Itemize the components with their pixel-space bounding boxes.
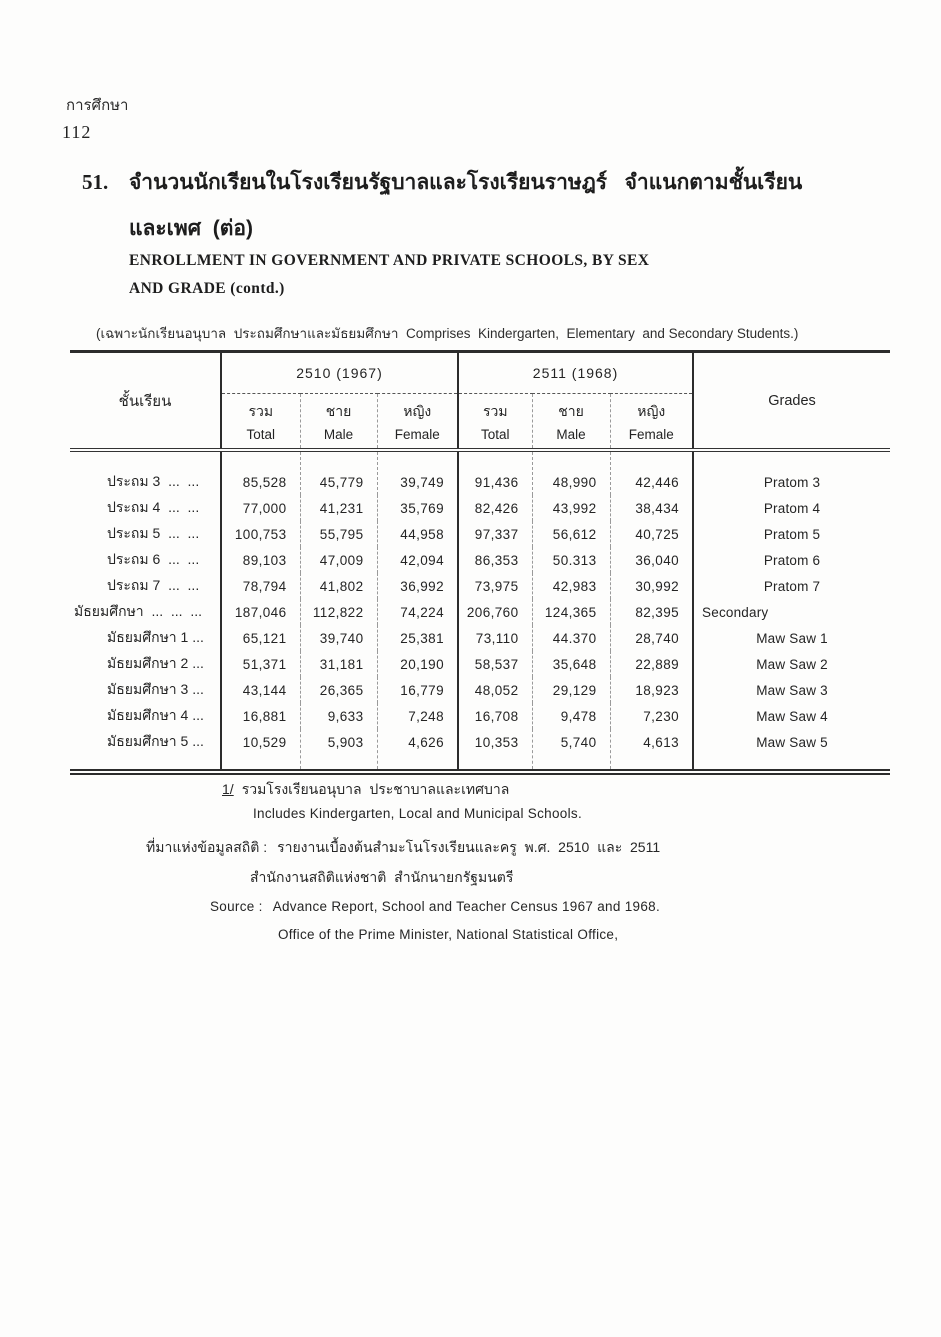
header-total-thai: รวม [248,402,274,419]
header-male-1967 [300,394,377,451]
table-row [70,495,890,521]
cell-male-1967: 41,231 [300,495,377,521]
row-label: ประถม 4 ... ... [70,495,221,521]
source-english-line2: Office of the Prime Minister, National Statistical Office, [278,927,619,942]
cell-total-1967: 89,103 [221,547,300,573]
cell-female-1968: 82,395 [610,599,693,625]
cell-grade: Secondary [702,604,769,620]
row-label: มัธยมศึกษา 5 ... [70,729,221,772]
cell-total-1967: 16,881 [221,703,300,729]
cell-total-1968: 82,426 [458,495,532,521]
header-male-1968 [532,394,610,451]
source-thai-line2: สำนักงานสถิติแห่งชาติ สำนักนายกรัฐมนตรี [250,869,514,885]
cell-grade: Pratom 4 [763,500,821,516]
cell-grade: Pratom 6 [763,552,821,568]
column-header-class: ชั้นเรียน [70,352,221,451]
cell-total-1967: 77,000 [221,495,300,521]
year-group-header-row [70,352,890,394]
table-row [70,521,890,547]
row-label: มัธยมศึกษา 3 ... [70,677,221,703]
cell-grade: Pratom 5 [763,526,821,542]
cell-male-1968: 35,648 [532,651,610,677]
cell-male-1967: 112,822 [300,599,377,625]
cell-total-1968: 73,975 [458,573,532,599]
year-group-1967: 2510 (1967) [221,352,458,394]
cell-total-1967: 187,046 [221,599,300,625]
cell-male-1968: 9,478 [532,703,610,729]
cell-grade: Maw Saw 3 [756,682,828,698]
cell-total-1968: 48,052 [458,677,532,703]
header-female-thai: หญิง [637,402,666,419]
cell-grade: Maw Saw 5 [756,734,828,750]
table-row [70,651,890,677]
cell-grade: Pratom 3 [763,474,821,490]
header-total-1968 [458,394,532,451]
header-total-1967 [221,394,300,451]
table-row [70,729,890,772]
cell-female-1968: 30,992 [610,573,693,599]
source-label-thai: ที่มาแห่งข้อมูลสถิติ : [146,839,268,855]
cell-female-1968: 4,613 [610,729,693,772]
table-row [70,677,890,703]
year-group-1968: 2511 (1968) [458,352,693,394]
header-female-english: Female [628,426,674,442]
cell-female-1967: 42,094 [377,547,458,573]
row-label: มัธยมศึกษา 2 ... [70,651,221,677]
header-male-english: Male [556,426,586,442]
cell-total-1968: 73,110 [458,625,532,651]
cell-total-1968: 16,708 [458,703,532,729]
cell-total-1968: 86,353 [458,547,532,573]
cell-male-1967: 26,365 [300,677,377,703]
cell-female-1968: 18,923 [610,677,693,703]
source-english-text: Advance Report, School and Teacher Census 1967 and 1968. [272,899,660,914]
cell-total-1968: 58,537 [458,651,532,677]
cell-female-1967: 35,769 [377,495,458,521]
footnote-1-english: Includes Kindergarten, Local and Municipal Schools. [253,806,582,821]
cell-male-1968: 5,740 [532,729,610,772]
row-label: ประถม 7 ... ... [70,573,221,599]
enrollment-table [70,350,890,775]
cell-female-1967: 74,224 [377,599,458,625]
cell-female-1967: 4,626 [377,729,458,772]
table-row-secondary-total [70,599,890,625]
cell-total-1968: 97,337 [458,521,532,547]
cell-total-1967: 51,371 [221,651,300,677]
cell-female-1967: 39,749 [377,450,458,495]
cell-female-1967: 44,958 [377,521,458,547]
cell-male-1968: 29,129 [532,677,610,703]
cell-female-1967: 36,992 [377,573,458,599]
table-row [70,547,890,573]
cell-male-1967: 45,779 [300,450,377,495]
footnote-thai: รวมโรงเรียนอนุบาล ประชาบาลและเทศบาล [241,781,510,797]
row-label: มัธยมศึกษา 4 ... [70,703,221,729]
cell-total-1968: 91,436 [458,450,532,495]
header-total-english: Total [246,426,276,442]
cell-female-1967: 25,381 [377,625,458,651]
title-english-line1: ENROLLMENT IN GOVERNMENT AND PRIVATE SCHOOLS, BY SEX [129,252,650,269]
header-female-thai: หญิง [403,402,432,419]
header-female-english: Female [394,426,440,442]
title-thai-line1: จำนวนนักเรียนในโรงเรียนรัฐบาลและโรงเรียนราษฎร์ จำแนกตามชั้นเรียน [129,171,803,194]
row-label: มัธยมศึกษา 1 ... [70,625,221,651]
table-row [70,703,890,729]
cell-male-1968: 50.313 [532,547,610,573]
cell-male-1968: 48,990 [532,450,610,495]
row-label: ประถม 6 ... ... [70,547,221,573]
cell-female-1968: 42,446 [610,450,693,495]
cell-total-1968: 206,760 [458,599,532,625]
section-label: การศึกษา [66,97,129,114]
footnote-marker: 1/ [222,781,234,797]
table-number: 51. [82,170,109,194]
cell-female-1968: 28,740 [610,625,693,651]
footnote-1 [222,779,509,801]
title-english-line2: AND GRADE (contd.) [129,280,285,297]
row-label: ประถม 3 ... ... [70,450,221,495]
cell-grade: Maw Saw 2 [756,656,828,672]
cell-female-1968: 36,040 [610,547,693,573]
cell-total-1967: 100,753 [221,521,300,547]
cell-total-1967: 78,794 [221,573,300,599]
row-label: มัธยมศึกษา ... ... ... [70,599,221,625]
cell-female-1968: 40,725 [610,521,693,547]
cell-female-1967: 16,779 [377,677,458,703]
cell-female-1967: 20,190 [377,651,458,677]
scope-note: (เฉพาะนักเรียนอนุบาล ประถมศึกษาและมัธยมศึกษา Comprises Kindergarten, Elementary and Secondary Students.) [96,326,799,341]
cell-total-1967: 85,528 [221,450,300,495]
cell-male-1968: 124,365 [532,599,610,625]
cell-female-1968: 22,889 [610,651,693,677]
header-female-1967 [377,394,458,451]
header-male-thai: ชาย [558,402,584,419]
cell-male-1967: 41,802 [300,573,377,599]
cell-total-1967: 43,144 [221,677,300,703]
source-english-line1 [210,899,660,914]
cell-male-1968: 42,983 [532,573,610,599]
cell-male-1967: 55,795 [300,521,377,547]
cell-male-1967: 39,740 [300,625,377,651]
header-total-thai: รวม [482,402,508,419]
row-label: ประถม 5 ... ... [70,521,221,547]
source-label-english: Source : [210,899,263,914]
cell-female-1968: 7,230 [610,703,693,729]
cell-total-1968: 10,353 [458,729,532,772]
header-total-english: Total [480,426,510,442]
cell-male-1967: 9,633 [300,703,377,729]
header-male-thai: ชาย [325,402,352,419]
cell-male-1967: 31,181 [300,651,377,677]
page-number: 112 [62,122,92,142]
cell-grade: Maw Saw 1 [756,630,828,646]
source-thai-text: รายงานเบื้องต้นสำมะโนโรงเรียนและครู พ.ศ. 2510 และ 2511 [277,839,661,855]
cell-grade: Maw Saw 4 [756,708,828,724]
cell-male-1968: 44.370 [532,625,610,651]
source-thai-line1 [146,837,660,859]
cell-male-1968: 43,992 [532,495,610,521]
cell-female-1968: 38,434 [610,495,693,521]
cell-total-1967: 10,529 [221,729,300,772]
header-female-1968 [610,394,693,451]
table-row [70,625,890,651]
cell-male-1967: 5,903 [300,729,377,772]
cell-male-1967: 47,009 [300,547,377,573]
table-row [70,573,890,599]
column-header-grades: Grades [693,352,890,451]
cell-grade: Pratom 7 [763,578,821,594]
cell-male-1968: 56,612 [532,521,610,547]
cell-total-1967: 65,121 [221,625,300,651]
cell-female-1967: 7,248 [377,703,458,729]
title-thai-line2: และเพศ (ต่อ) [129,217,253,240]
table-row [70,450,890,495]
header-male-english: Male [323,426,354,442]
